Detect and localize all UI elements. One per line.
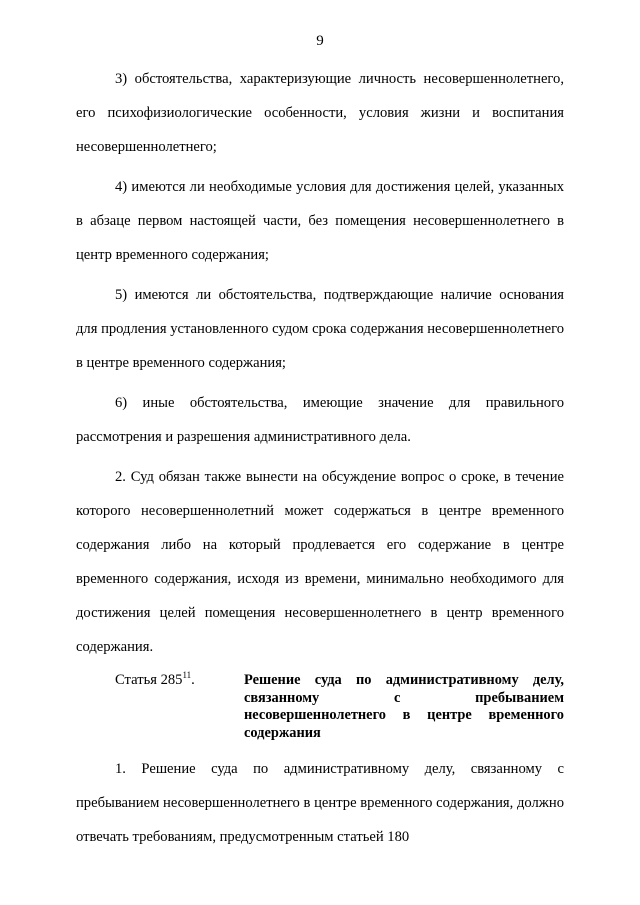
paragraph-item-5: 5) имеются ли обстоятельства, подтверждающие наличие основания для продления установленного судом срока содержания несовершеннолетнего в центре временного содержания; — [76, 287, 565, 371]
article-label: Статья 285 — [115, 672, 183, 688]
paragraph-item-3: 3) обстоятельства, характеризующие личность несовершеннолетнего, его психофизиологические особенности, условия жизни и воспитания несовершеннолетнего; — [76, 71, 564, 155]
article-superscript: 11 — [182, 670, 192, 681]
article-heading — [76, 672, 564, 742]
article-title: Решение суда по административному делу, связанному с пребыванием несовершеннолетнего в центре временного содержания — [244, 672, 564, 741]
paragraph-item-4: 4) имеются ли необходимые условия для достижения целей, указанных в абзаце первом настоящей части, без помещения несовершеннолетнего в центр временного содержания; — [76, 179, 564, 263]
page-number: 9 — [316, 33, 324, 49]
paragraph-part-2: 2. Суд обязан также вынести на обсуждение вопрос о сроке, в течение которого несовершеннолетний может содержаться в центре временного содержания либо на который продлевается его содержание в центре временного содержания, исходя из времени, минимально необходимого для достижения целей помещения несовершеннолетнего в центр временного содержания. — [76, 469, 564, 655]
paragraph-part-1: 1. Решение суда по административному делу, связанному с пребыванием несовершеннолетнего в центре временного содержания, должно отвечать требованиям, предусмотренным статьей 180 — [76, 761, 564, 845]
article-number — [76, 672, 244, 742]
document-body — [76, 62, 564, 860]
paragraph-item-6: 6) иные обстоятельства, имеющие значение для правильного рассмотрения и разрешения административного дела. — [76, 395, 564, 445]
article-suffix: . — [191, 672, 195, 688]
